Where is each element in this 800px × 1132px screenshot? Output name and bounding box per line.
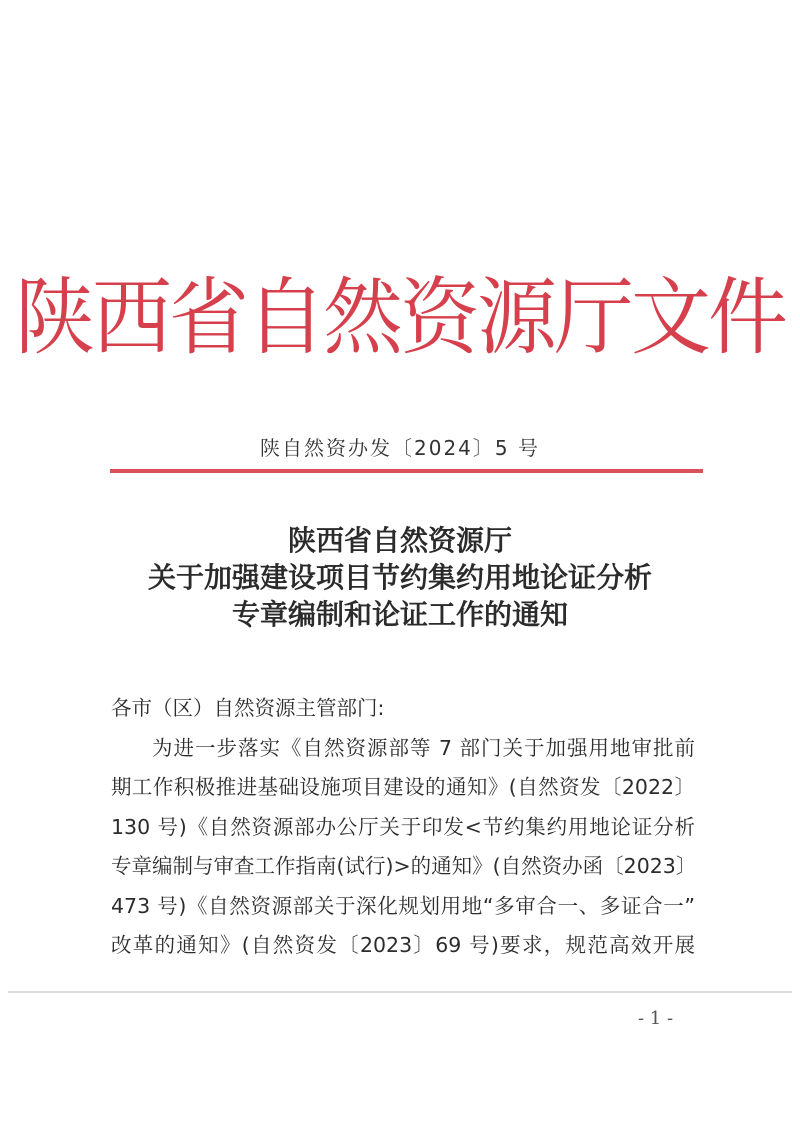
body-line-1: 为进一步落实《自然资源部等 7 部门关于加强用地审批前	[152, 735, 695, 760]
document-masthead: 陕西省自然资源厅文件	[15, 268, 785, 367]
page-number: - 1 -	[638, 1008, 674, 1029]
title-line-3: 专章编制和论证工作的通知	[231, 598, 568, 631]
document-body	[111, 689, 695, 966]
body-line-3: 130 号)《自然资源部办公厅关于印发<节约集约用地论证分析	[111, 814, 695, 839]
page-footer-divider	[8, 991, 792, 993]
title-line-2: 关于加强建设项目节约集约用地论证分析	[147, 561, 652, 594]
body-line-5: 473 号)《自然资源部关于深化规划用地“多审合一、多证合一”	[111, 893, 695, 918]
red-separator-line	[110, 469, 703, 473]
title-line-1: 陕西省自然资源厅	[287, 524, 512, 557]
salutation: 各市（区）自然资源主管部门:	[111, 696, 385, 720]
body-line-4: 专章编制与审查工作指南(试行)>的通知》(自然资办函〔2023〕	[111, 854, 697, 878]
body-line-2: 期工作积极推进基础设施项目建设的通知》(自然资发〔2022〕	[111, 775, 695, 799]
document-title	[0, 522, 800, 633]
body-line-6: 改革的通知》(自然资发〔2023〕69 号)要求，规范高效开展	[111, 933, 695, 957]
document-number: 陕自然资办发〔2024〕5 号	[260, 436, 540, 460]
